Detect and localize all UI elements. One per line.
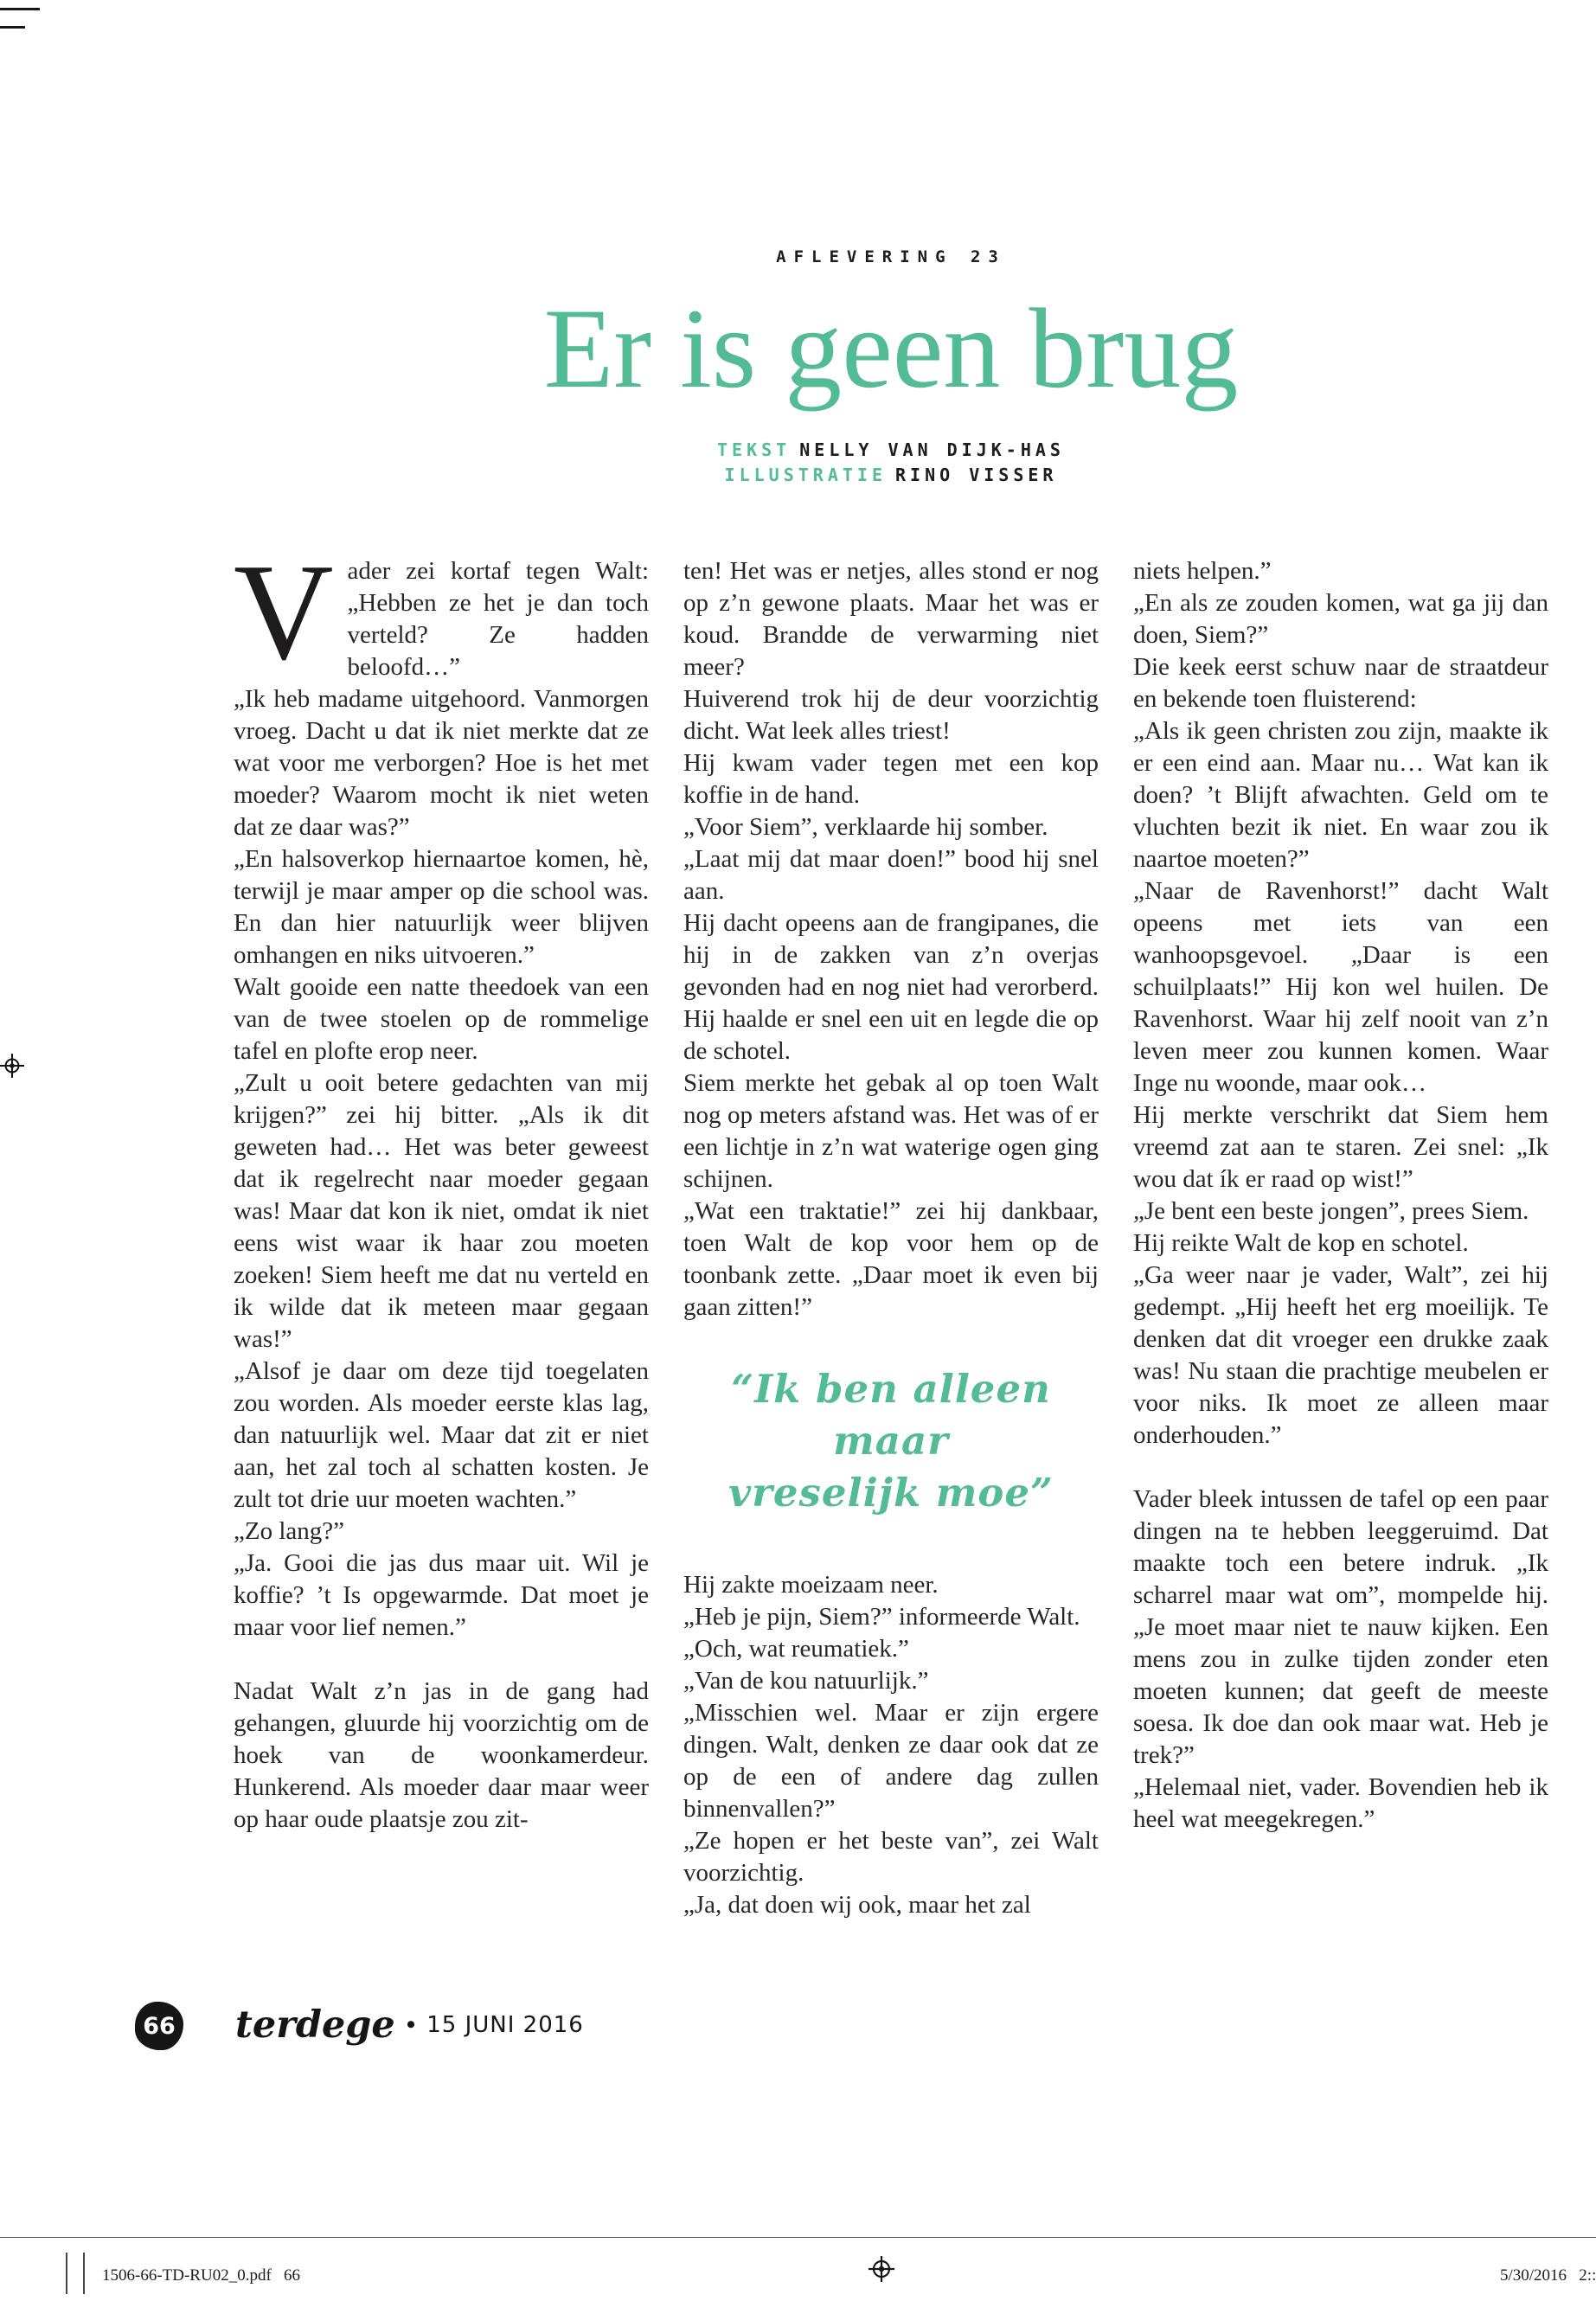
byline-text-row: [234, 438, 1548, 463]
paragraph: „Helemaal niet, vader. Bovendien heb ik heel wat meegekregen.”: [1133, 1773, 1548, 1833]
registration-target-icon: [0, 1054, 24, 1082]
slug-datetime: 5/30/2016 2::: [1500, 2266, 1596, 2285]
paragraph: Vader bleek intussen de tafel op een paar dingen na te hebben leeggeruimd. Dat maakte toch een betere indruk. „Ik scharrel maar wat om”, mompelde hij. „Je moet maar niet te nauw kijken. Een mens zou in zulke tijden zonder eten moeten kunnen; dat geeft de meeste soesa. Ik doe dan ook maar wat. Heb je trek?”: [1133, 1485, 1548, 1769]
magazine-footer: [235, 2003, 584, 2047]
paragraph: „Van de kou natuurlijk.”: [683, 1667, 929, 1695]
paragraph: „Wat een traktatie!” zei hij dankbaar, toen Walt de kop voor hem op de toonbank zette. „Daar moet ik even bij gaan zitten!”: [683, 1197, 1099, 1321]
paragraph: „Ja, dat doen wij ook, maar het zal: [683, 1891, 1031, 1919]
page-title: Er is geen brug: [543, 285, 1239, 412]
column-1: [234, 535, 649, 1921]
paragraph: Siem merkte het gebak al op toen Walt nog op meters afstand was. Het was of er een lichtje in z’n wat waterige ogen ging schijnen.: [683, 1069, 1099, 1193]
slug-filename: 1506-66-TD-RU02_0.pdf 66: [102, 2266, 301, 2285]
paragraph: „Heb je pijn, Siem?” informeerde Walt.: [683, 1603, 1080, 1631]
byline: [234, 438, 1548, 488]
column-2-top: [683, 555, 1099, 1324]
slug-tick-mark: [83, 2253, 85, 2294]
paragraph: Hij zakte moeizaam neer.: [683, 1571, 939, 1599]
page-number-badge: 66: [135, 2002, 183, 2050]
episode-kicker: AFLEVERING 23: [776, 247, 1006, 266]
paragraph: „Als ik geen christen zou zijn, maakte ik er een eind aan. Maar nu… Wat kan ik doen? ’t Blijft afwachten. Geld om te vluchten bezit ik niet. En waar zou ik naartoe moeten?”: [1133, 717, 1548, 873]
issue-date: 15 JUNI 2016: [426, 2012, 584, 2038]
slug-tick-mark: [66, 2253, 67, 2294]
paragraph: ten! Het was er netjes, alles stond er nog op z’n gewone plaats. Maar het was er koud. Brandde de verwarming niet meer?: [683, 557, 1099, 681]
paragraph: Hij kwam vader tegen met een kop koffie in de hand.: [683, 749, 1099, 809]
crop-mark: [0, 8, 40, 10]
paragraph: „Ik heb madame uitgehoord. Vanmorgen vroeg. Dacht u dat ik niet merkte dat ze wat voor me verborgen? Hoe is het met moeder? Waarom mocht ik niet weten dat ze daar was?”: [234, 685, 649, 841]
byline-author: NELLY VAN DIJK-HAS: [799, 439, 1065, 460]
dropcap-letter: V: [234, 535, 334, 689]
paragraph: „En halsoverkop hiernaartoe komen, hè, terwijl je maar amper op die school was. En dan hier natuurlijk weer blijven omhangen en niks uitvoeren.”: [234, 845, 649, 969]
column-2: [683, 555, 1099, 1921]
crop-mark: [0, 26, 25, 29]
registration-target-icon: [869, 2256, 894, 2286]
paragraph: „Alsof je daar om deze tijd toegelaten zou worden. Als moeder eerste klas lag, dan natuurlijk wel. Maar dat zit er niet aan, het zal toch al schatten kosten. Je zult tot drie uur moeten wachten.”: [234, 1357, 649, 1513]
article-body: [234, 535, 1548, 1921]
paragraph: „Laat mij dat maar doen!” bood hij snel aan.: [683, 845, 1099, 905]
paragraph: „Ja. Gooi die jas dus maar uit. Wil je koffie? ’t Is opgewarmde. Dat moet je maar voor lief nemen.”: [234, 1549, 649, 1641]
paragraph: „Je bent een beste jongen”, prees Siem.: [1133, 1197, 1529, 1225]
paragraph: niets helpen.”: [1133, 557, 1272, 585]
paragraph: Hij reikte Walt de kop en schotel.: [1133, 1229, 1469, 1257]
magazine-logo: terdege: [235, 2003, 395, 2047]
byline-illustration-row: [234, 463, 1548, 488]
paragraph: Huiverend trok hij de deur voorzichtig dicht. Wat leek alles triest!: [683, 685, 1099, 745]
pull-quote: [683, 1363, 1099, 1519]
pull-quote-line: “Ik ben alleen maar: [731, 1366, 1051, 1464]
byline-label-tekst: TEKST: [717, 439, 792, 460]
paragraph: „Och, wat reumatiek.”: [683, 1635, 909, 1663]
paragraph: „Ze hopen er het beste van”, zei Walt voorzichtig.: [683, 1827, 1099, 1887]
paragraph: Hij dacht opeens aan de frangipanes, die hij in de zakken van z’n overjas gevonden had en nog niet had verorberd. Hij haalde er snel een uit en legde die op de schotel.: [683, 909, 1099, 1065]
paragraph: „Zult u ooit betere gedachten van mij krijgen?” zei hij bitter. „Als ik dit geweten had… Het was beter geweest dat ik regelrecht naar moeder gegaan was! Maar dat kon ik niet, omdat ik niet eens wist waar ik haar zou moeten zoeken! Siem heeft me dat nu verteld en ik wilde dat ik meteen maar gegaan was!”: [234, 1069, 649, 1353]
slug-divider-rule: [0, 2237, 1596, 2238]
paragraph: „Zo lang?”: [234, 1517, 345, 1545]
paragraph: „En als ze zouden komen, wat ga jij dan doen, Siem?”: [1133, 589, 1548, 649]
paragraph: Vader zei kortaf tegen Walt: „Hebben ze het je dan toch verteld? Ze hadden beloofd…”: [234, 535, 649, 689]
paragraph: „Ga weer naar je vader, Walt”, zei hij gedempt. „Hij heeft het erg moeilijk. Te denken dat dit vroeger een drukke zaak was! Nu staan die prachtige meubelen er voor niks. Ik moet ze alleen maar onderhouden.”: [1133, 1261, 1548, 1449]
pull-quote-line: vreselijk moe”: [728, 1470, 1054, 1516]
paragraph: Nadat Walt z’n jas in de gang had gehangen, gluurde hij voorzichtig om de hoek van de woonkamerdeur. Hunkerend. Als moeder daar maar weer op haar oude plaatsje zou zit-: [234, 1677, 649, 1833]
footer-separator-dot: •: [406, 2010, 416, 2039]
paragraph: „Misschien wel. Maar er zijn ergere dingen. Walt, denken ze daar ook dat ze op de een of andere dag zullen binnenvallen?”: [683, 1699, 1099, 1823]
column-2-bottom: [683, 1569, 1099, 1921]
byline-illustrator: RINO VISSER: [895, 465, 1058, 485]
paragraph: „Voor Siem”, verklaarde hij somber.: [683, 813, 1048, 841]
paragraph: Die keek eerst schuw naar de straatdeur en bekende toen fluisterend:: [1133, 653, 1548, 713]
paragraph: „Naar de Ravenhorst!” dacht Walt opeens met iets van een wanhoopsgevoel. „Daar is een schuilplaats!” Hij kon wel huilen. De Ravenhorst. Waar hij zelf nooit van z’n leven meer zou kunnen komen. Waar Inge nu woonde, maar ook…: [1133, 877, 1548, 1097]
paragraph: Hij merkte verschrikt dat Siem hem vreemd zat aan te staren. Zei snel: „Ik wou dat ík er raad op wist!”: [1133, 1101, 1548, 1193]
column-3: [1133, 555, 1548, 1921]
byline-label-illustratie: ILLUSTRATIE: [724, 465, 887, 485]
paragraph: Walt gooide een natte theedoek van een van de twee stoelen op de rommelige tafel en plofte erop neer.: [234, 973, 649, 1065]
